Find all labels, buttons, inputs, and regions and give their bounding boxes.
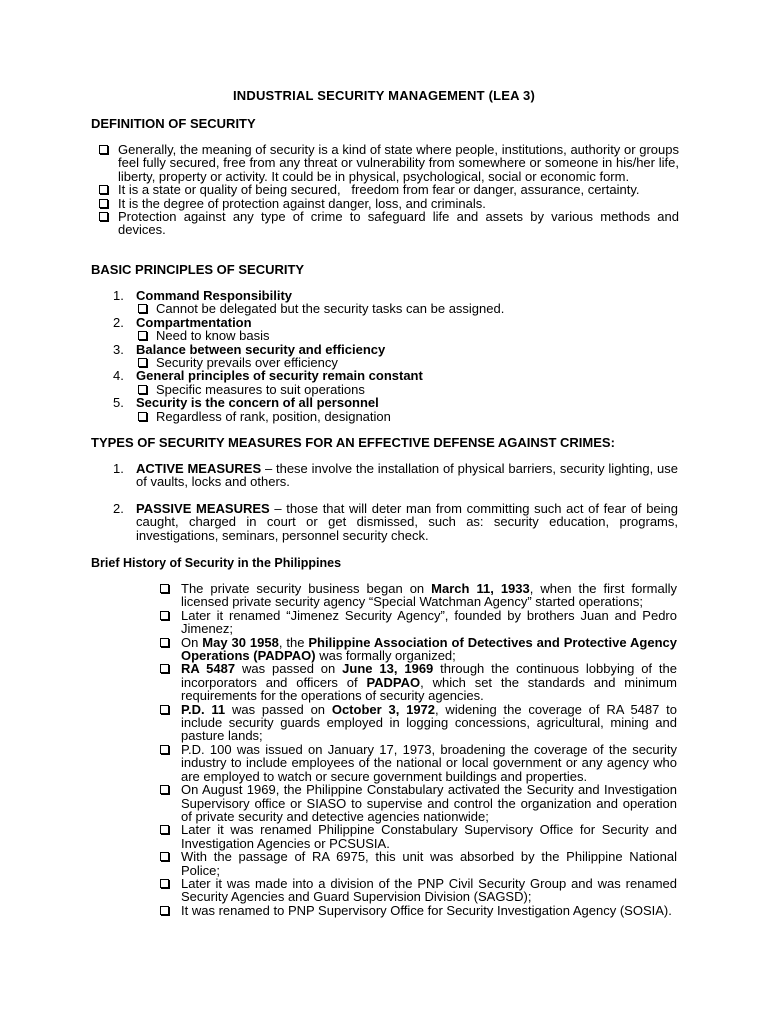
history-list: [160, 582, 677, 917]
history-text: With the passage of RA 6975, this unit was absorbed by the Philippine National Police;: [181, 849, 677, 878]
checkbox-bullet-icon: [138, 331, 147, 340]
history-bold-text: October 3, 1972: [331, 701, 436, 717]
principle-title: Compartmentation: [136, 314, 252, 330]
principle-title: General principles of security remain constant: [136, 368, 423, 384]
history-text: , which set the standards and minimum requirements for the operations of security agencies.: [181, 674, 677, 704]
checkbox-bullet-icon: [138, 358, 147, 367]
principle-sub: [111, 329, 671, 342]
history-bold-text: Philippine Association of Detectives and Protective Agency Operations (PADPAO): [181, 634, 677, 664]
history-text: It was renamed to PNP Supervisory Office for Security Investigation Agency (SOSIA).: [181, 902, 672, 918]
measure-term: ACTIVE MEASURES: [136, 461, 262, 476]
history-item: [160, 877, 677, 904]
history-text: was passed on: [235, 661, 343, 677]
history-text: Later it was made into a division of the PNP Civil Security Group and was renamed Security Agencies and Guard Supervision Division (SAGSD);: [181, 875, 677, 905]
principle-sub-text: Need to know basis: [156, 328, 270, 344]
history-text: , widening the coverage of RA 5487 to include security guards employed in logging concessions, agricultural, mining and pasture lands;: [181, 701, 678, 744]
checkbox-bullet-icon: [160, 825, 169, 834]
measures-list: [111, 462, 678, 542]
checkbox-bullet-icon: [99, 185, 108, 194]
principle-number: 3.: [113, 341, 124, 357]
principle-sub: [111, 410, 671, 423]
checkbox-bullet-icon: [160, 705, 169, 714]
measure-item: [111, 502, 678, 542]
definition-item-text: Protection against any type of crime to safeguard life and assets by various methods and devices.: [118, 209, 679, 238]
principle-number: 1.: [113, 288, 124, 303]
history-bold-text: P.D. 11: [181, 701, 226, 717]
checkbox-bullet-icon: [99, 145, 108, 154]
checkbox-bullet-icon: [160, 638, 169, 647]
history-item: [160, 783, 677, 823]
checkbox-bullet-icon: [99, 199, 108, 208]
document-title: INDUSTRIAL SECURITY MANAGEMENT (LEA 3): [232, 88, 536, 103]
history-item: [160, 609, 677, 636]
principles-list: [111, 289, 671, 423]
definition-item-text: It is the degree of protection against danger, loss, and criminals.: [118, 195, 486, 211]
principle-sub: [111, 356, 671, 369]
principle-item: [111, 289, 671, 302]
principle-sub-text: Cannot be delegated but the security tasks can be assigned.: [156, 301, 505, 317]
measures-heading: TYPES OF SECURITY MEASURES FOR AN EFFECTIVE DEFENSE AGAINST CRIMES:: [91, 435, 615, 450]
definition-item: [99, 143, 679, 183]
principle-sub-text: Specific measures to suit operations: [156, 381, 365, 397]
checkbox-bullet-icon: [99, 212, 108, 221]
principle-sub: [111, 302, 671, 315]
checkbox-bullet-icon: [138, 385, 147, 394]
measure-text: – these involve the installation of physical barriers, security lighting, use of vaults, locks and others.: [136, 461, 678, 490]
checkbox-bullet-icon: [160, 745, 169, 754]
principle-item: [111, 369, 671, 382]
principle-item: [111, 343, 671, 356]
definition-item-text: It is a state or quality of being secured, freedom from fear or danger, assurance, certainty.: [118, 182, 640, 198]
measure-term: PASSIVE MEASURES: [136, 500, 270, 516]
definition-item: [99, 183, 679, 196]
history-heading: Brief History of Security in the Philippines: [91, 556, 342, 570]
principle-title: Command Responsibility: [136, 288, 293, 303]
measure-item: [111, 462, 678, 489]
principle-title: Balance between security and efficiency: [136, 341, 386, 357]
checkbox-bullet-icon: [138, 412, 147, 421]
history-bold-text: PADPAO: [366, 674, 421, 690]
history-text: was formally organized;: [315, 648, 456, 664]
definition-heading: DEFINITION OF SECURITY: [91, 116, 256, 131]
history-bold-text: March 11, 1933: [431, 581, 530, 596]
principle-number: 2.: [113, 314, 124, 330]
principle-sub-text: Security prevails over efficiency: [156, 355, 338, 371]
history-text: On August 1969, the Philippine Constabulary activated the Security and Investigation Supervisory office or SIASO to supervise and control the organization and operation of private security and detective agencies nationwide;: [181, 782, 677, 824]
checkbox-bullet-icon: [160, 879, 169, 888]
principle-sub: [111, 383, 671, 396]
principle-sub-text: Regardless of rank, position, designation: [156, 408, 391, 424]
history-item: [160, 823, 677, 850]
history-item: [160, 743, 677, 783]
history-text: P.D. 100 was issued on January 17, 1973, broadening the coverage of the security industry to include employees of the national or local government or any agency who are employed to watch or secure government buildings and properties.: [181, 741, 677, 784]
definition-item: [99, 210, 679, 237]
history-item: [160, 850, 677, 877]
history-text: Later it renamed “Jimenez Security Agency”, founded by brothers Juan and Pedro Jimenez;: [181, 607, 677, 637]
measure-number: 2.: [113, 500, 124, 516]
history-text: On: [181, 634, 203, 650]
history-text: The private security business began on: [181, 581, 432, 596]
history-item: [160, 582, 677, 609]
history-text: through the continuous lobbying of the incorporators and officers of: [181, 661, 678, 690]
checkbox-bullet-icon: [160, 611, 169, 620]
history-item: [160, 904, 677, 917]
principles-heading: BASIC PRINCIPLES OF SECURITY: [91, 262, 305, 277]
checkbox-bullet-icon: [160, 906, 169, 915]
checkbox-bullet-icon: [138, 304, 147, 313]
history-bold-text: June 13, 1969: [342, 661, 434, 677]
history-item: [160, 636, 677, 663]
checkbox-bullet-icon: [160, 852, 169, 861]
definition-item: [99, 197, 679, 210]
history-bold-text: May 30 1958: [202, 634, 279, 650]
principle-number: 5.: [113, 395, 124, 411]
principle-title: Security is the concern of all personnel: [136, 395, 379, 411]
history-item: [160, 703, 677, 743]
measure-number: 1.: [113, 461, 124, 476]
history-text: , the: [278, 634, 309, 650]
checkbox-bullet-icon: [160, 785, 169, 794]
history-item: [160, 662, 677, 702]
definition-list: [99, 143, 679, 237]
principle-item: [111, 316, 671, 329]
principle-item: [111, 396, 671, 409]
checkbox-bullet-icon: [160, 664, 169, 673]
measure-text: – those that will deter man from committing such act of fear of being caught, charged in court or get dismissed, such as: security education, programs, investigations, seminars, personnel security check.: [136, 500, 678, 543]
history-text: , when the first formally licensed private security agency “Special Watchman Agency” started operations;: [181, 581, 677, 610]
history-text: Later it was renamed Philippine Constabulary Supervisory Office for Security and Investigation Agencies or PCSUSIA.: [181, 822, 677, 851]
checkbox-bullet-icon: [160, 584, 169, 593]
history-bold-text: RA 5487: [181, 661, 236, 677]
principle-number: 4.: [113, 368, 124, 384]
definition-item-text: Generally, the meaning of security is a kind of state where people, institutions, authority or groups feel fully secured, free from any threat or vulnerability from somewhere or someone in his/her life, liberty, property or activity. It could be in physical, psychological, social or economic form.: [118, 142, 679, 184]
history-text: was passed on: [225, 701, 332, 717]
